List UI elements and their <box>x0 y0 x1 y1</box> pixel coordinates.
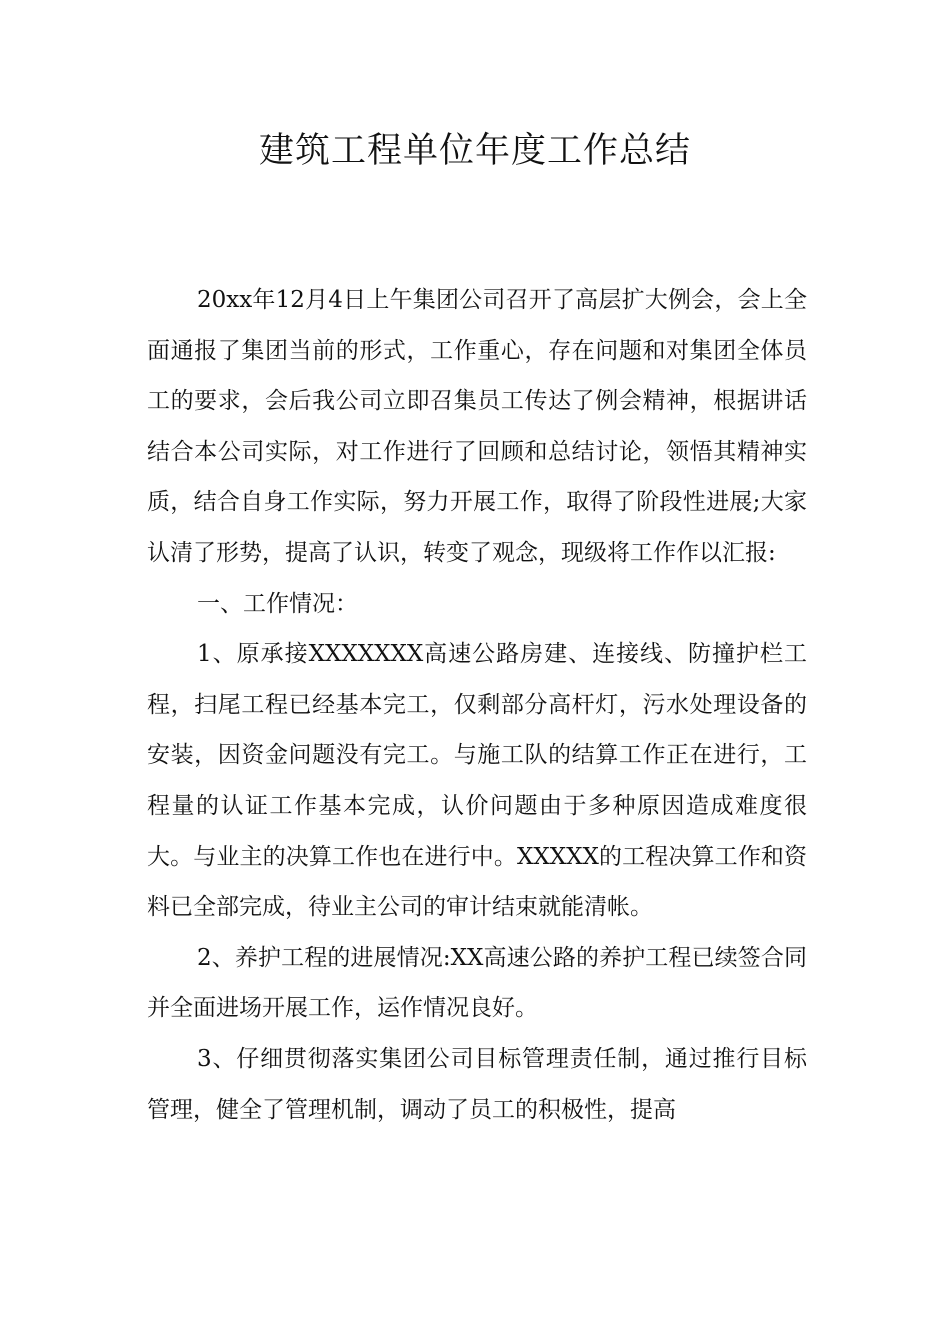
section-heading-work-status: 一、工作情况： <box>197 590 358 617</box>
paragraph-item-2: 2、养护工程的进展情况:XX高速公路的养护工程已续签合同并全面进场开展工作，运作情况良好。 <box>147 944 807 1022</box>
paragraph-intro: 20xx年12月4日上午集团公司召开了高层扩大例会，会上全面通报了集团当前的形式，工作重心，存在问题和对集团全体员工的要求，会后我公司立即召集员工传达了例会精神，根据讲话结合本公司实际，对工作进行了回顾和总结讨论，领悟其精神实质，结合自身工作实际，努力开展工作，取得了阶段性进展;大家认清了形势，提高了认识，转变了观念，现级将工作作以汇报: <box>147 287 807 566</box>
document-title: 建筑工程单位年度工作总结 <box>258 131 691 171</box>
paragraph-item-3: 3、仔细贯彻落实集团公司目标管理责任制，通过推行目标管理，健全了管理机制，调动了员工的积极性，提高 <box>147 1045 807 1123</box>
document-body <box>147 275 807 1135</box>
paragraph-item-1: 1、原承接XXXXXXX高速公路房建、连接线、防撞护栏工程，扫尾工程已经基本完工，仅剩部分高杆灯，污水处理设备的安装，因资金问题没有完工。与施工队的结算工作正在进行，工程量的认证工作基本完成，认价问题由于多种原因造成难度很大。与业主的决算工作也在进行中。XXXXX的工程决算工作和资料已全部完成，待业主公司的审计结束就能清帐。 <box>147 641 807 921</box>
